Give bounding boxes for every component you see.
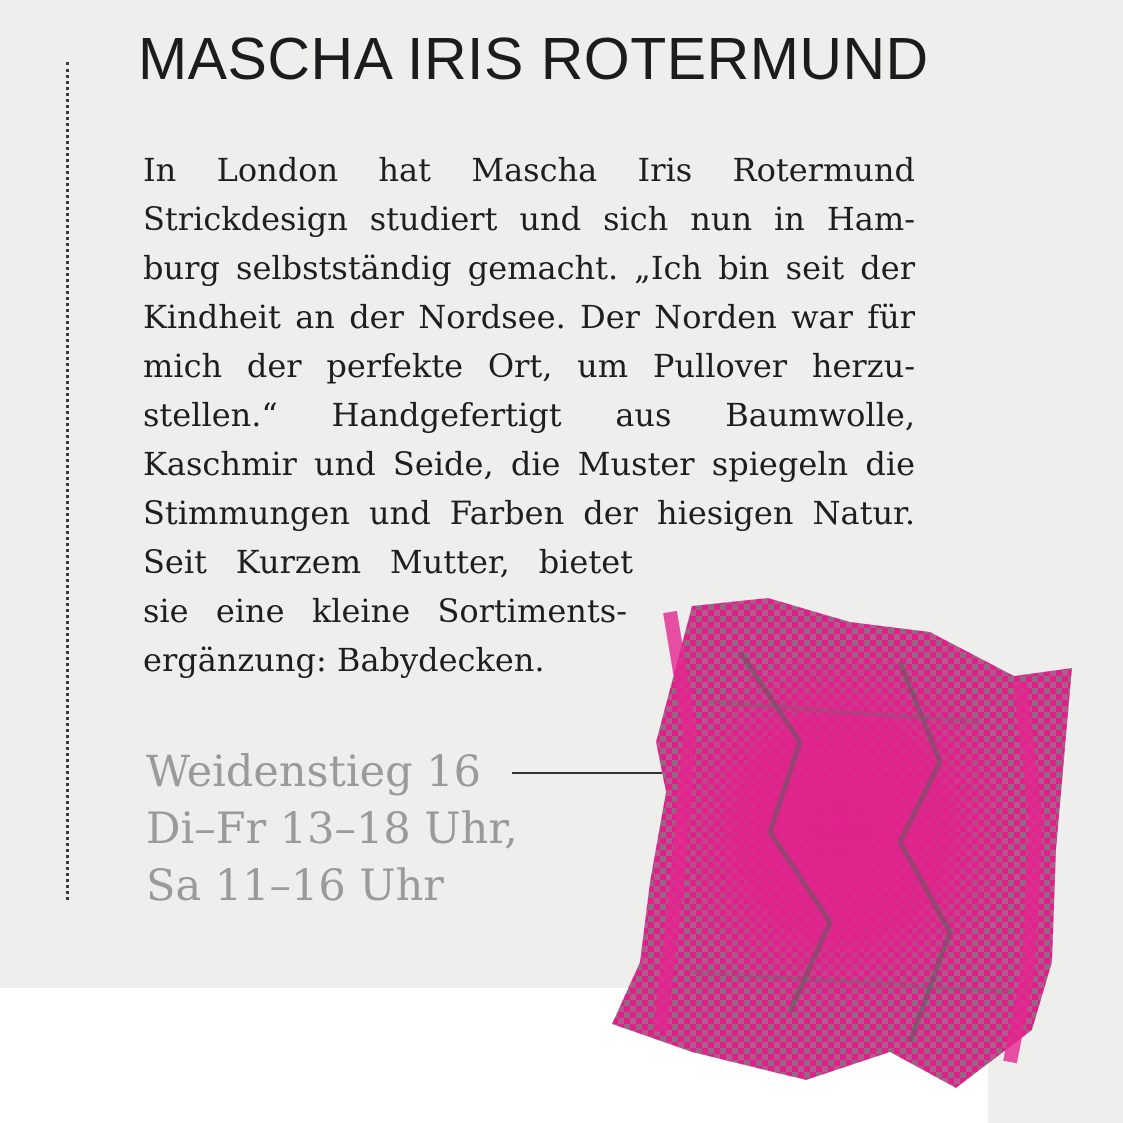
- body-line: Kaschmir und Seide, die Muster spiegeln die: [143, 445, 915, 483]
- shop-hours-saturday: Sa 11–16 Uhr: [146, 861, 444, 911]
- body-line: Kindheit an der Nordsee. Der Norden war für: [143, 298, 915, 336]
- body-line: In London hat Mascha Iris Rotermund: [143, 151, 915, 189]
- body-line: sie eine kleine Sortiments-: [143, 592, 627, 630]
- article-title: MASCHA IRIS ROTERMUND: [138, 26, 929, 92]
- body-line: mich der perfekte Ort, um Pullover herzu-: [143, 347, 915, 385]
- body-line: Stimmungen und Farben der hiesigen Natur.: [143, 494, 915, 532]
- body-line: burg selbstständig gemacht. „Ich bin seit der: [143, 249, 915, 287]
- knitted-blanket-image: [600, 592, 1080, 1102]
- dotted-margin-rule: [66, 62, 69, 900]
- body-line: stellen.“ Handgefertigt aus Baumwolle,: [143, 396, 915, 434]
- body-line: Strickdesign studiert und sich nun in Ham-: [143, 200, 915, 238]
- body-line: ergänzung: Babydecken.: [143, 641, 545, 679]
- shop-address-block: [146, 744, 518, 915]
- shop-street: Weidenstieg 16: [146, 747, 482, 797]
- shop-hours-weekdays: Di–Fr 13–18 Uhr,: [146, 804, 518, 854]
- body-line: Seit Kurzem Mutter, bietet: [143, 543, 633, 581]
